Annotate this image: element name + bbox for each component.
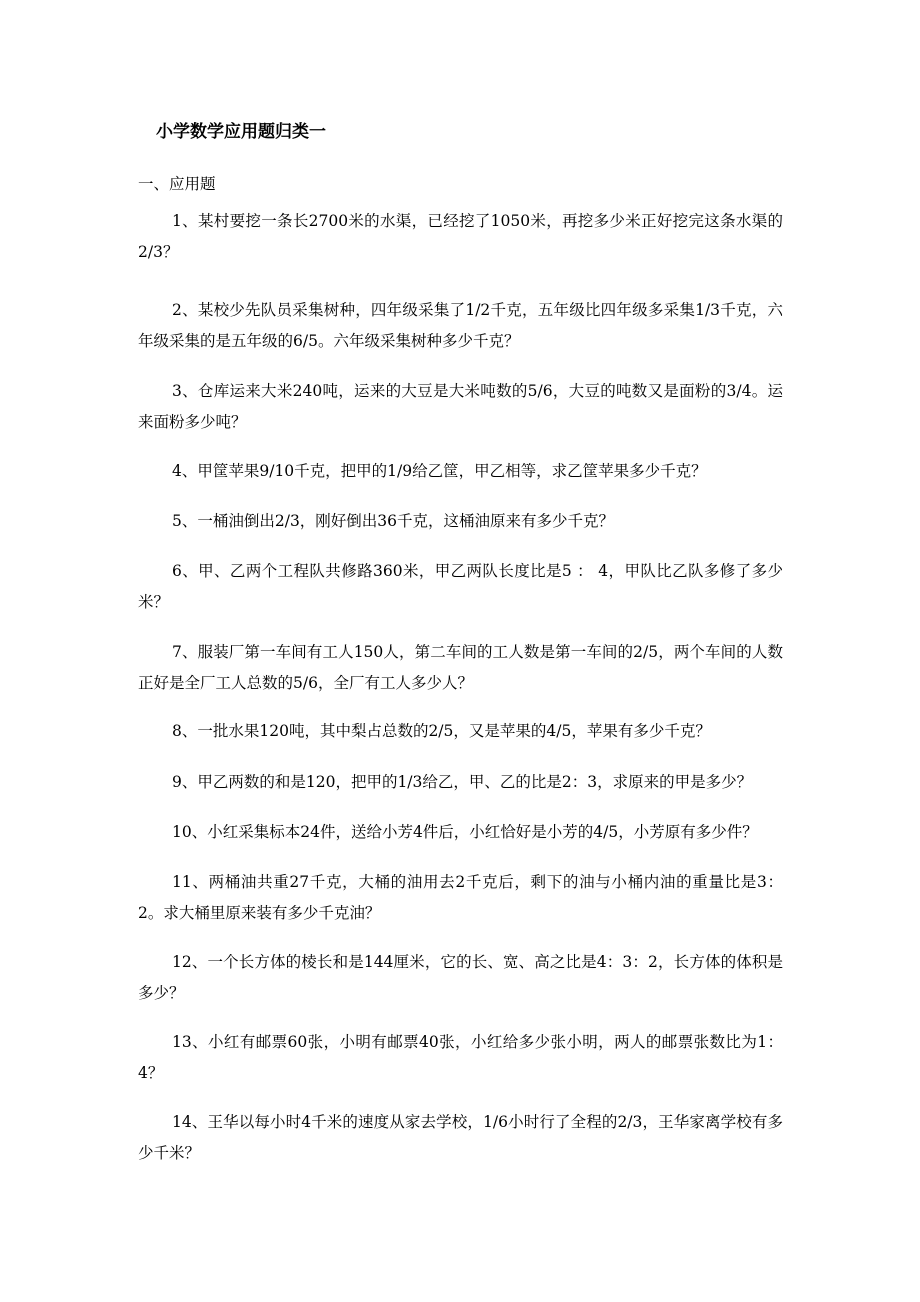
- problem-item: 8、一批水果120吨，其中梨占总数的2/5，又是苹果的4/5，苹果有多少千克？: [172, 722, 711, 740]
- problem-item: 10、小红采集标本24件，送给小芳4件后，小红恰好是小芳的4/5，小芳原有多少件？: [172, 823, 758, 841]
- problem-item: 3、仓库运来大米240吨，运来的大豆是大米吨数的5/6，大豆的吨数又是面粉的3/4。运来面粉多少吨？: [138, 382, 783, 431]
- problem-item: 11、两桶油共重27千克，大桶的油用去2千克后，剩下的油与小桶内油的重量比是3：2。求大桶里原来装有多少千克油？: [138, 873, 783, 922]
- problem-item: 12、一个长方体的棱长和是144厘米，它的长、宽、高之比是4：3：2，长方体的体积是多少？: [138, 953, 783, 1002]
- problem-item: 1、某村要挖一条长2700米的水渠，已经挖了1050米，再挖多少米正好挖完这条水渠的2/3？: [138, 212, 783, 261]
- problem-item: 2、某校少先队员采集树种，四年级采集了1/2千克，五年级比四年级多采集1/3千克，六年级采集的是五年级的6/5。六年级采集树种多少千克？: [138, 301, 783, 350]
- document-title: 小学数学应用题归类一: [156, 122, 326, 142]
- problem-item: 7、服装厂第一车间有工人150人，第二车间的工人数是第一车间的2/5，两个车间的人数正好是全厂工人总数的5/6，全厂有工人多少人？: [138, 643, 783, 692]
- problem-item: 4、甲筐苹果9/10千克，把甲的1/9给乙筐，甲乙相等，求乙筐苹果多少千克？: [172, 462, 707, 480]
- problem-item: 5、一桶油倒出2/3，刚好倒出36千克，这桶油原来有多少千克？: [172, 512, 615, 530]
- problem-item: 6、甲、乙两个工程队共修路360米，甲乙两队长度比是5 ： 4，甲队比乙队多修了多少米？: [138, 562, 783, 611]
- problem-item: 13、小红有邮票60张，小明有邮票40张，小红给多少张小明，两人的邮票张数比为1：4？: [138, 1033, 783, 1082]
- problem-item: 9、甲乙两数的和是120，把甲的1/3给乙，甲、乙的比是2：3，求原来的甲是多少？: [172, 773, 753, 791]
- section-heading: 一、应用题: [138, 175, 216, 193]
- problem-item: 14、王华以每小时4千米的速度从家去学校，1/6小时行了全程的2/3，王华家离学校有多少千米？: [138, 1113, 783, 1162]
